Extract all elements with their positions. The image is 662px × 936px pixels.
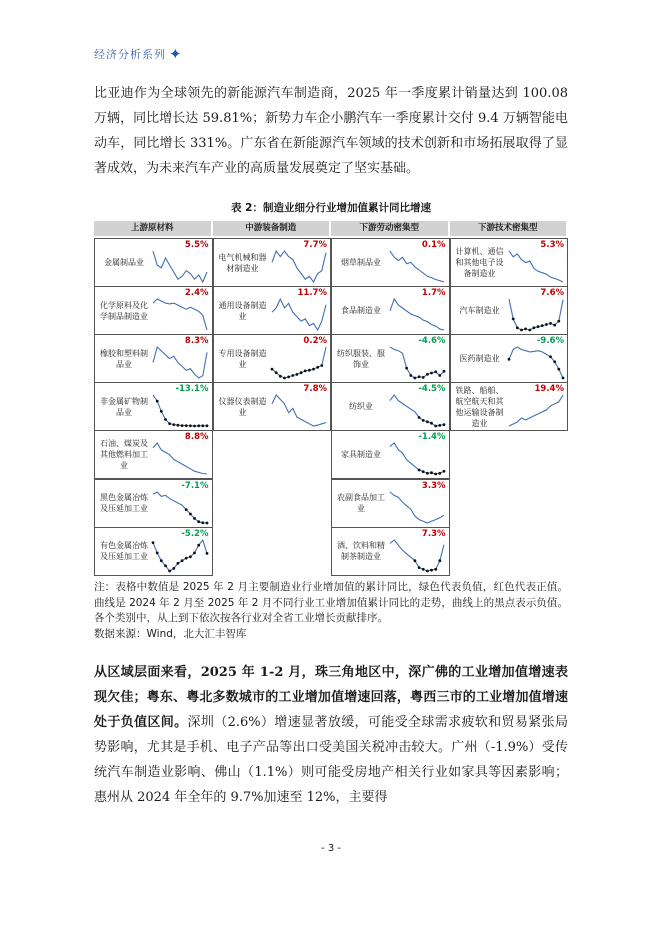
negative-point xyxy=(197,543,200,546)
negative-point xyxy=(426,472,429,475)
negative-point xyxy=(414,559,417,562)
growth-value: 11.7% xyxy=(297,288,327,299)
negative-point xyxy=(160,410,163,413)
negative-point xyxy=(418,469,421,472)
industry-label: 铁路、船舶、航空航天和其他运输设备制造业 xyxy=(455,385,504,428)
negative-point xyxy=(438,374,441,377)
negative-point xyxy=(528,329,531,332)
industry-label: 汽车制造业 xyxy=(459,306,500,316)
trend-sparkline xyxy=(151,490,209,525)
industry-cell xyxy=(450,334,569,383)
growth-value: 8.8% xyxy=(184,432,209,443)
negative-point xyxy=(156,400,159,403)
sparkline-path xyxy=(509,395,563,426)
growth-value: -1.4% xyxy=(418,432,446,443)
industry-cell xyxy=(450,238,569,287)
sparkline-path xyxy=(390,443,444,474)
industry-cell xyxy=(213,286,332,335)
negative-point xyxy=(532,326,535,329)
negative-point xyxy=(185,424,188,427)
negative-point xyxy=(430,422,433,425)
negative-point xyxy=(426,569,429,572)
negative-point xyxy=(422,471,425,474)
negative-point xyxy=(320,364,323,367)
trend-sparkline xyxy=(388,538,446,573)
negative-point xyxy=(426,373,429,376)
negative-point xyxy=(549,322,552,325)
trend-sparkline xyxy=(388,393,446,428)
negative-point xyxy=(422,567,425,570)
body-paragraph-1: 比亚迪作为全球领先的新能源汽车制造商，2025 年一季度累计销量达到 100.08 万辆，同比增长达 59.81%；新势力车企小鹏汽车一季度累计交付 9.4 万辆智能电动车，同比增长 331%。广东省在新能源汽车领域的技术创新和市场拓展取得了显著成效，为未来汽车产业的高质量发展奠定了坚实基础。 xyxy=(94,86,568,176)
industry-label: 计算机、通信和其他电子设备制造业 xyxy=(455,247,504,279)
industry-cell xyxy=(213,238,332,287)
industry-label: 农副食品加工业 xyxy=(337,493,385,514)
negative-point xyxy=(507,358,510,361)
industry-cell xyxy=(94,382,213,431)
trend-sparkline xyxy=(507,249,565,284)
growth-value: 3.3% xyxy=(421,480,446,491)
negative-point xyxy=(181,424,184,427)
growth-value: 0.1% xyxy=(421,240,446,250)
negative-point xyxy=(414,377,417,380)
industry-growth-table xyxy=(94,221,568,575)
industry-label: 专用设备制造业 xyxy=(218,348,267,369)
sparkline-path xyxy=(390,251,444,282)
sparkline-path xyxy=(390,540,444,571)
negative-point xyxy=(434,473,437,476)
trend-sparkline xyxy=(507,297,565,332)
trend-sparkline xyxy=(270,249,328,284)
growth-value: 7.8% xyxy=(303,384,327,395)
negative-point xyxy=(181,559,184,562)
industry-label: 化学原料及化学制品制造业 xyxy=(100,300,148,321)
para2-normal-text: 深圳（2.6%）增速显著放缓，可能受全球需求疲软和贸易紧张局势影响，尤其是手机、电子产品等出口受美国关税冲击较大。广州（-1.9%）受传统汽车制造业影响、佛山（1.1%）则可能受房地产相关行业如家具等因素影响；惠州从 2024 年全年的 9.7%加速至 12%，主要得 xyxy=(94,715,568,805)
industry-label: 电气机械和器材制造业 xyxy=(218,252,267,273)
negative-point xyxy=(443,470,446,473)
negative-point xyxy=(152,541,155,544)
negative-point xyxy=(185,508,188,511)
growth-value: 5.5% xyxy=(184,240,209,250)
negative-point xyxy=(430,568,433,571)
growth-value: -13.1% xyxy=(175,384,209,395)
growth-value: -9.6% xyxy=(536,336,564,347)
industry-cell xyxy=(450,382,569,431)
industry-label: 医药制造业 xyxy=(459,354,500,364)
negative-point xyxy=(164,418,167,421)
negative-point xyxy=(561,377,564,380)
sparkline-path xyxy=(390,347,444,378)
report-series-header xyxy=(94,44,183,62)
trend-sparkline xyxy=(388,441,446,476)
negative-point xyxy=(287,376,290,379)
sparkline-path xyxy=(272,251,326,282)
industry-cell xyxy=(94,430,213,479)
table-note xyxy=(94,580,568,642)
negative-point xyxy=(524,328,527,331)
data-source: 数据来源：Wind，北大汇丰智库 xyxy=(94,627,247,640)
page-number: - 3 - xyxy=(321,843,341,854)
industry-label: 仪器仪表制造业 xyxy=(218,396,267,417)
negative-point xyxy=(430,372,433,375)
negative-point xyxy=(193,517,196,520)
negative-point xyxy=(185,556,188,559)
negative-point xyxy=(536,325,539,328)
industry-cell xyxy=(331,286,450,335)
negative-point xyxy=(189,555,192,558)
negative-point xyxy=(540,324,543,327)
negative-point xyxy=(303,370,306,373)
sparkline-path xyxy=(390,492,444,523)
negative-point xyxy=(549,356,552,359)
negative-point xyxy=(291,374,294,377)
negative-point xyxy=(201,521,204,524)
industry-cell xyxy=(331,479,450,528)
growth-value: -5.2% xyxy=(181,528,209,539)
sparkline-path xyxy=(153,492,207,523)
trend-sparkline xyxy=(388,297,446,332)
trend-sparkline xyxy=(151,249,209,284)
negative-point xyxy=(438,472,441,475)
negative-point xyxy=(283,377,286,380)
negative-point xyxy=(206,552,209,555)
negative-point xyxy=(418,416,421,419)
negative-point xyxy=(426,421,429,424)
trend-sparkline xyxy=(388,249,446,284)
four-point-star-icon: ✦ xyxy=(169,45,183,63)
negative-point xyxy=(189,425,192,428)
industry-cell xyxy=(331,238,450,287)
growth-value: 7.3% xyxy=(421,528,446,539)
trend-sparkline xyxy=(388,490,446,525)
negative-point xyxy=(172,423,175,426)
growth-value: -7.1% xyxy=(181,480,209,491)
growth-value: 7.6% xyxy=(540,288,564,299)
negative-point xyxy=(443,423,446,426)
negative-point xyxy=(434,371,437,374)
industry-label: 烟草制品业 xyxy=(341,258,381,268)
sparkline-path xyxy=(153,299,207,330)
industry-label: 纺织业 xyxy=(349,402,373,412)
negative-point xyxy=(197,520,200,523)
trend-sparkline xyxy=(270,345,328,380)
industry-label: 有色金属冶炼及压延加工业 xyxy=(100,541,148,562)
industry-cell xyxy=(331,334,450,383)
industry-cell xyxy=(450,286,569,335)
industry-cell xyxy=(94,527,213,576)
industry-cell xyxy=(213,382,332,431)
trend-sparkline xyxy=(507,393,565,428)
industry-label: 食品制造业 xyxy=(341,306,381,316)
negative-point xyxy=(278,375,281,378)
negative-point xyxy=(312,368,315,371)
sparkline-path xyxy=(153,443,207,474)
industry-label: 黑色金属冶炼及压延加工业 xyxy=(100,493,148,514)
industry-label: 通用设备制造业 xyxy=(218,300,267,321)
growth-value: 8.3% xyxy=(184,336,209,347)
negative-point xyxy=(434,567,437,570)
negative-point xyxy=(316,366,319,369)
growth-value: 0.2% xyxy=(303,336,327,347)
sparkline-path xyxy=(272,395,326,426)
negative-point xyxy=(553,324,556,327)
industry-cell xyxy=(331,430,450,479)
negative-point xyxy=(430,472,433,475)
industry-cell xyxy=(331,382,450,431)
sparkline-path xyxy=(509,251,563,282)
negative-point xyxy=(206,425,209,428)
industry-cell xyxy=(94,479,213,528)
industry-label: 酒、饮料和精制茶制造业 xyxy=(337,541,385,562)
growth-value: 5.3% xyxy=(540,240,564,250)
negative-point xyxy=(418,566,421,569)
negative-point xyxy=(193,425,196,428)
para2-bold-text: 从区域层面来看，2025 年 1-2 月，珠三角地区中，深广佛的工业增加值增速表现欠佳；粤东、粤北多数城市的工业增加值增速回落，粤西三市的工业增加值增速处于负值区间。 xyxy=(94,665,568,730)
trend-sparkline xyxy=(151,393,209,428)
negative-point xyxy=(405,367,408,370)
sparkline-path xyxy=(390,395,444,426)
negative-point xyxy=(197,425,200,428)
negative-point xyxy=(160,559,163,562)
negative-point xyxy=(177,424,180,427)
growth-value: 1.7% xyxy=(421,288,446,299)
negative-point xyxy=(168,569,171,572)
negative-point xyxy=(295,373,298,376)
trend-sparkline xyxy=(151,538,209,573)
industry-label: 家具制造业 xyxy=(341,450,381,460)
trend-sparkline xyxy=(151,345,209,380)
negative-point xyxy=(443,370,446,373)
body-paragraph-2 xyxy=(94,660,568,810)
table-caption: 表 2：制造业细分行业增加值累计同比增速 xyxy=(231,202,431,214)
note-text: 注：表格中数值是 2025 年 2 月主要制造业行业增加值的累计同比，绿色代表负值，红色代表正值。曲线是 2024 年 2 月至 2025 年 2 月不同行业工业增加值累计同比的走势，曲线上的黑点表示负值。各个类别中，从上到下依次按各行业对全省工业增长贡献排序。 xyxy=(94,581,568,624)
trend-sparkline xyxy=(270,393,328,428)
industry-cell xyxy=(213,334,332,383)
negative-point xyxy=(193,551,196,554)
negative-point xyxy=(418,376,421,379)
negative-point xyxy=(270,368,273,371)
column-header: 中游装备制造 xyxy=(213,221,330,236)
negative-point xyxy=(557,320,560,323)
negative-point xyxy=(515,326,518,329)
negative-point xyxy=(557,368,560,371)
industry-label: 金属制品业 xyxy=(104,258,144,268)
negative-point xyxy=(177,561,180,564)
industry-cell xyxy=(94,334,213,383)
negative-point xyxy=(438,559,441,562)
column-header: 上游原材料 xyxy=(94,221,211,236)
industry-cell xyxy=(331,527,450,576)
growth-value: -4.6% xyxy=(418,336,446,347)
negative-point xyxy=(156,551,159,554)
industry-cell xyxy=(94,286,213,335)
trend-sparkline xyxy=(151,297,209,332)
trend-sparkline xyxy=(270,297,328,332)
negative-point xyxy=(168,422,171,425)
sparkline-path xyxy=(153,251,207,282)
negative-point xyxy=(274,371,277,374)
negative-point xyxy=(172,567,175,570)
growth-value: 2.4% xyxy=(184,288,209,299)
negative-point xyxy=(409,374,412,377)
sparkline-path xyxy=(390,299,444,330)
trend-sparkline xyxy=(507,345,565,380)
industry-label: 非金属矿物制品业 xyxy=(100,396,148,417)
negative-point xyxy=(438,424,441,427)
sparkline-path xyxy=(272,347,326,378)
negative-point xyxy=(422,376,425,379)
negative-point xyxy=(206,521,209,524)
growth-value: -4.5% xyxy=(418,384,446,395)
industry-label: 纺织服装、服饰业 xyxy=(337,348,385,369)
negative-point xyxy=(308,369,311,372)
negative-point xyxy=(553,361,556,364)
negative-point xyxy=(545,323,548,326)
negative-point xyxy=(164,564,167,567)
negative-point xyxy=(520,329,523,332)
industry-label: 橡胶和塑料制品业 xyxy=(100,348,148,369)
negative-point xyxy=(434,425,437,428)
growth-value: 7.7% xyxy=(303,240,327,250)
negative-point xyxy=(422,419,425,422)
industry-label: 石油、煤炭及其他燃料加工业 xyxy=(100,439,148,471)
trend-sparkline xyxy=(151,441,209,476)
negative-point xyxy=(201,425,204,428)
sparkline-path xyxy=(153,347,207,378)
growth-value: 19.4% xyxy=(534,384,564,395)
trend-sparkline xyxy=(388,345,446,380)
industry-cell xyxy=(94,238,213,287)
column-header: 下游劳动密集型 xyxy=(331,221,448,236)
column-header: 下游技术密集型 xyxy=(450,221,567,236)
negative-point xyxy=(189,512,192,515)
negative-point xyxy=(511,318,514,321)
negative-point xyxy=(299,371,302,374)
series-title: 经济分析系列 xyxy=(94,48,166,61)
sparkline-path xyxy=(272,299,326,330)
